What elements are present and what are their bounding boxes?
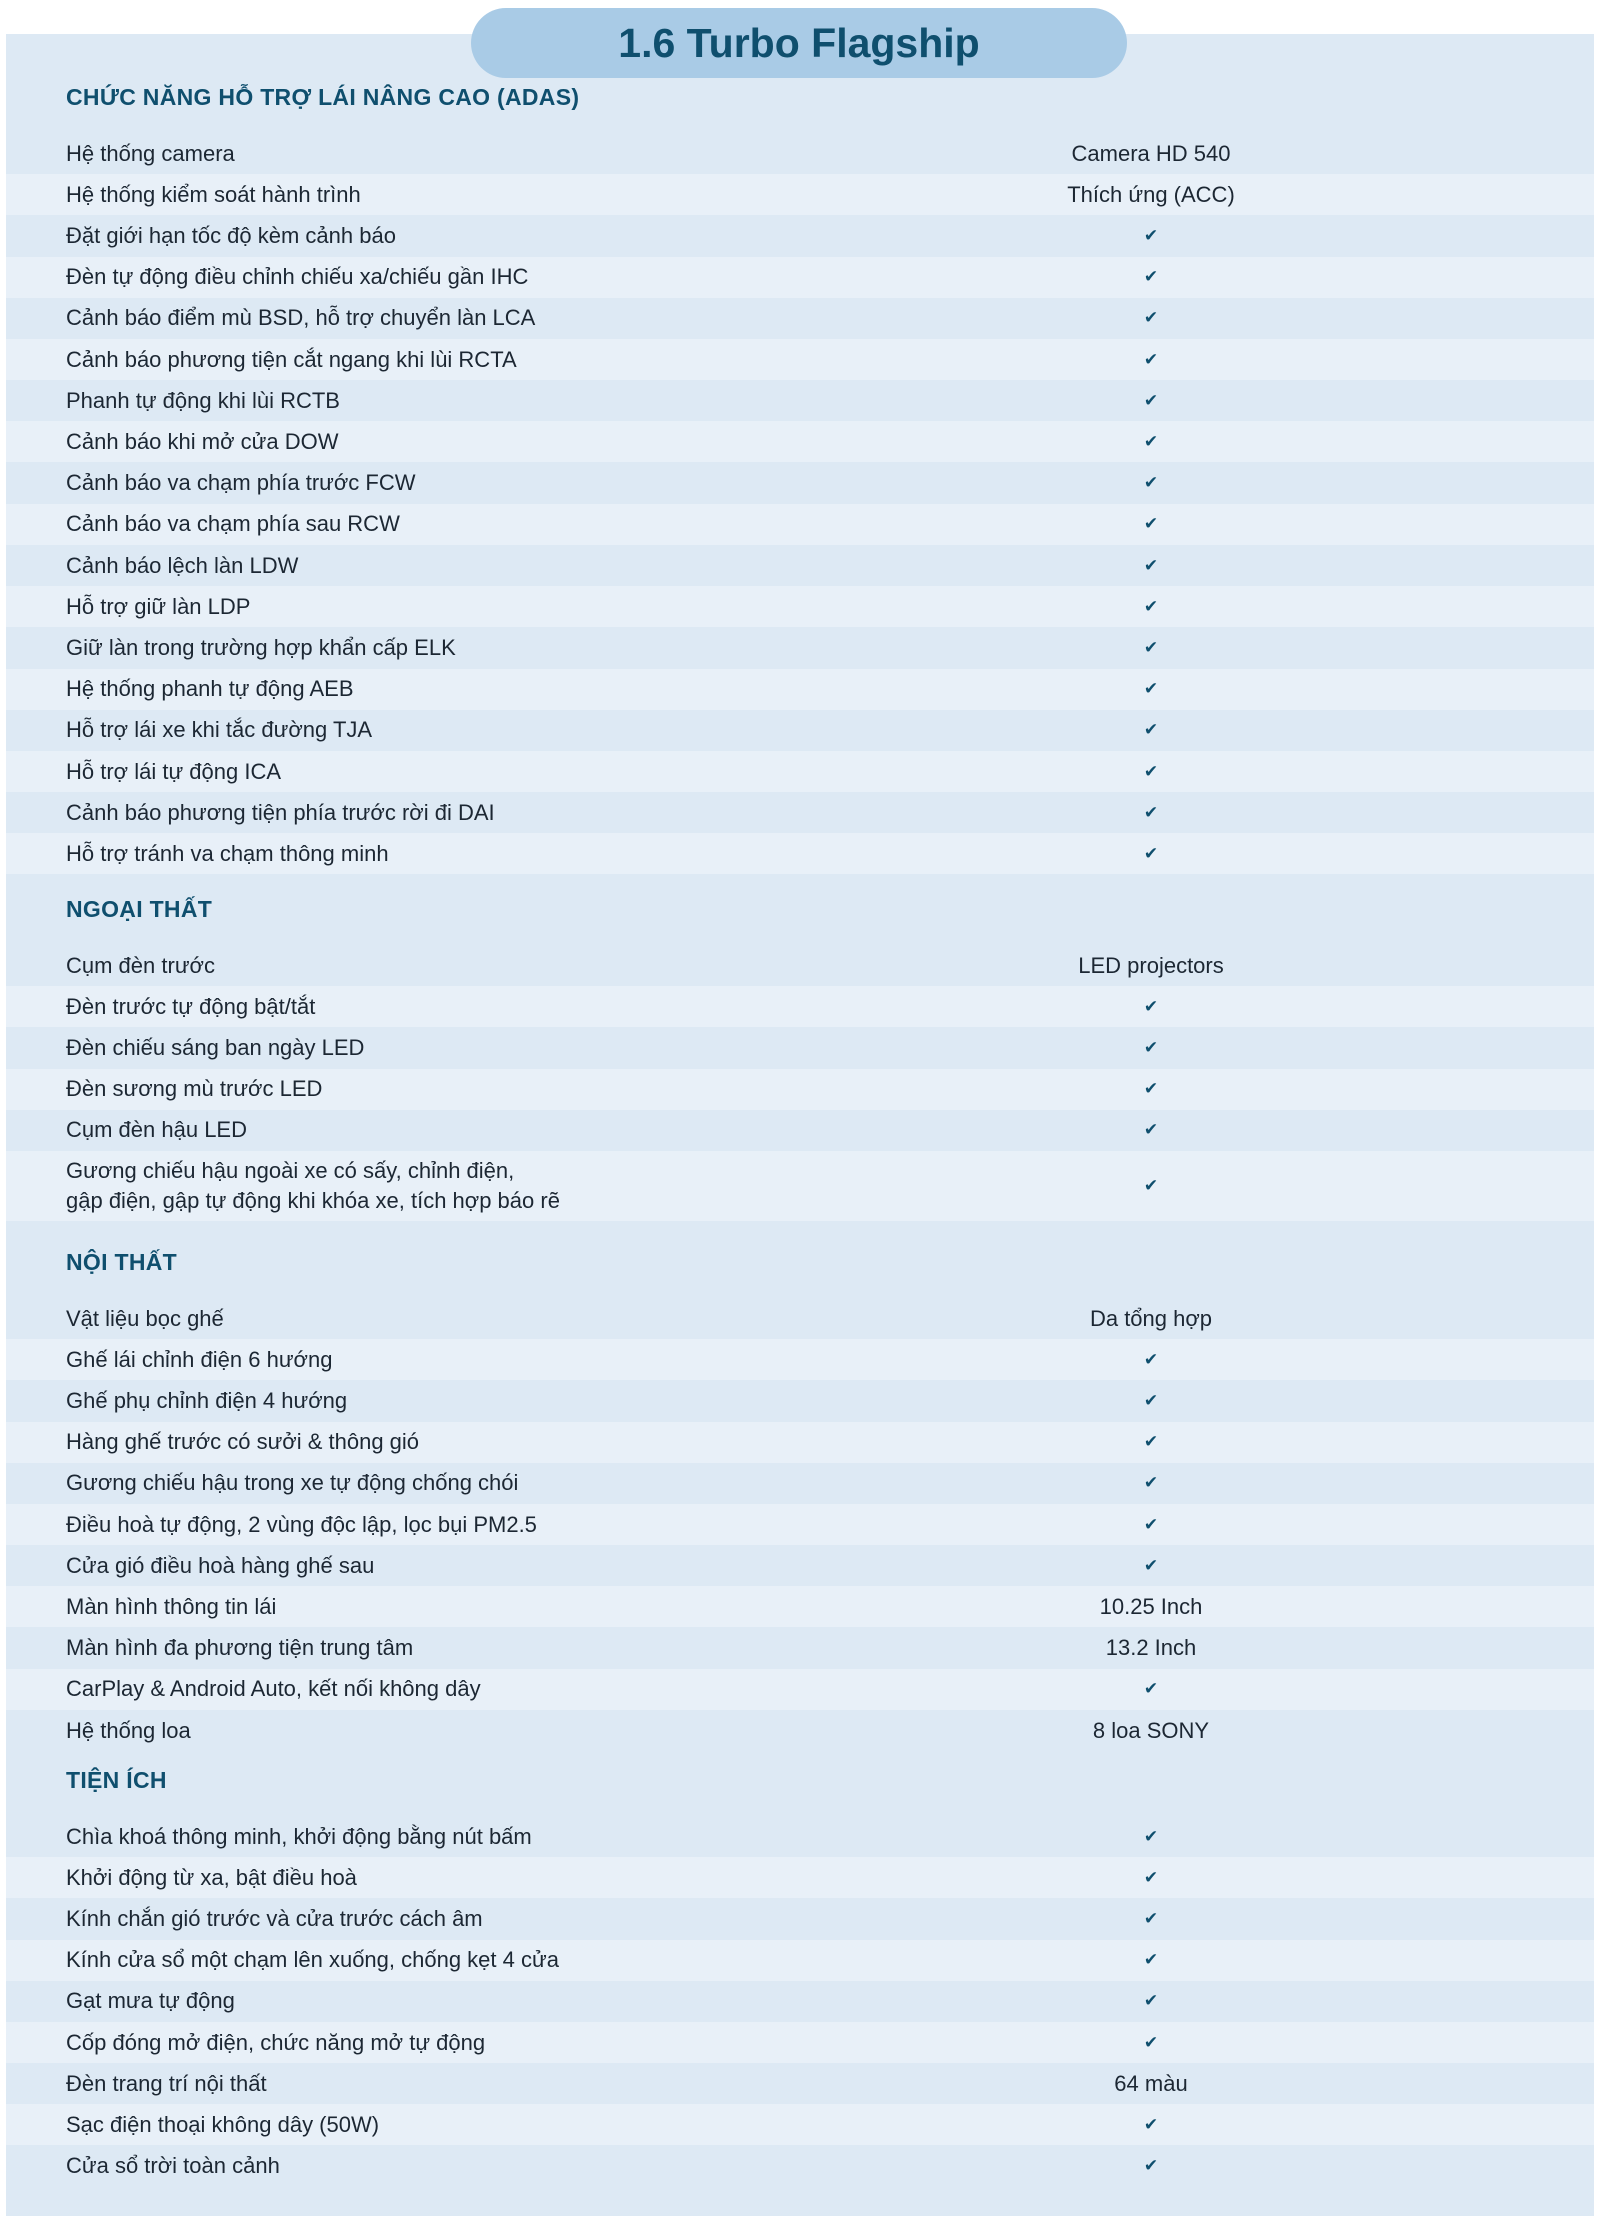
checkmark-icon: ✔ <box>1143 1176 1159 1195</box>
checkmark-icon: ✔ <box>1143 1349 1159 1369</box>
spec-label: Cảnh báo va chạm phía sau RCW <box>66 511 400 537</box>
spec-label: Điều hoà tự động, 2 vùng độc lập, lọc bụi PM2.5 <box>66 1511 537 1537</box>
spec-row <box>6 1857 1594 1898</box>
spec-row <box>6 669 1594 710</box>
spec-row <box>6 710 1594 751</box>
spec-label: Cảnh báo phương tiện cắt ngang khi lùi RCTA <box>66 346 517 372</box>
checkmark-icon: ✔ <box>1143 1473 1159 1493</box>
spec-label: Đèn tự động điều chỉnh chiếu xa/chiếu gần IHC <box>66 264 529 290</box>
spec-label <box>66 1156 766 1216</box>
checkmark-icon: ✔ <box>1143 267 1159 287</box>
spec-label: Hỗ trợ tránh va chạm thông minh <box>66 840 389 866</box>
spec-row <box>6 1940 1594 1981</box>
spec-row <box>6 2104 1594 2145</box>
checkmark-icon: ✔ <box>1143 1679 1159 1699</box>
checkmark-icon: ✔ <box>1143 1826 1159 1846</box>
checkmark-icon: ✔ <box>1143 514 1159 534</box>
spec-row <box>6 1981 1594 2022</box>
spec-label: Hệ thống camera <box>66 140 235 166</box>
spec-row <box>6 1898 1594 1939</box>
spec-label: Kính cửa sổ một chạm lên xuống, chống kẹt 4 cửa <box>66 1947 559 1973</box>
spec-label: Màn hình đa phương tiện trung tâm <box>66 1635 414 1661</box>
spec-row <box>6 627 1594 668</box>
spec-row <box>6 945 1594 986</box>
spec-label: Ghế phụ chỉnh điện 4 hướng <box>66 1387 348 1413</box>
spec-label-line: Gương chiếu hậu ngoài xe có sấy, chỉnh điện, <box>66 1158 515 1183</box>
spec-label: Hệ thống kiểm soát hành trình <box>66 181 361 207</box>
spec-row <box>6 751 1594 792</box>
spec-label: Hỗ trợ lái tự động ICA <box>66 758 282 784</box>
spec-label: Đèn trước tự động bật/tắt <box>66 993 316 1019</box>
checkmark-icon: ✔ <box>1143 1120 1159 1140</box>
spec-label: Hỗ trợ lái xe khi tắc đường TJA <box>66 717 373 743</box>
checkmark-icon: ✔ <box>1143 2114 1159 2134</box>
checkmark-icon: ✔ <box>1143 1390 1159 1410</box>
spec-label: Đèn chiếu sáng ban ngày LED <box>66 1034 365 1060</box>
spec-row <box>6 586 1594 627</box>
spec-row <box>6 1586 1594 1627</box>
spec-label: Hệ thống loa <box>66 1717 191 1743</box>
checkmark-icon: ✔ <box>1143 308 1159 328</box>
spec-row <box>6 1110 1594 1151</box>
spec-label: Cảnh báo khi mở cửa DOW <box>66 428 339 454</box>
spec-row <box>6 133 1594 174</box>
checkmark-icon: ✔ <box>1143 1432 1159 1452</box>
spec-row <box>6 1027 1594 1068</box>
spec-row <box>6 792 1594 833</box>
checkmark-icon: ✔ <box>1143 720 1159 740</box>
spec-label: Giữ làn trong trường hợp khẩn cấp ELK <box>66 634 456 660</box>
page-title: 1.6 Turbo Flagship <box>471 8 1127 78</box>
spec-row <box>6 421 1594 462</box>
spec-row <box>6 1463 1594 1504</box>
checkmark-icon: ✔ <box>1143 473 1159 493</box>
checkmark-icon: ✔ <box>1143 2032 1159 2052</box>
spec-label: Hỗ trợ giữ làn LDP <box>66 593 251 619</box>
spec-row <box>6 986 1594 1027</box>
spec-row <box>6 339 1594 380</box>
checkmark-icon: ✔ <box>1143 996 1159 1016</box>
spec-row <box>6 504 1594 545</box>
spec-label: Cốp đóng mở điện, chức năng mở tự động <box>66 2029 486 2055</box>
spec-label-line: gập điện, gập tự động khi khóa xe, tích hợp báo rẽ <box>66 1188 560 1213</box>
spec-label: Đặt giới hạn tốc độ kèm cảnh báo <box>66 222 396 248</box>
spec-row <box>6 1422 1594 1463</box>
checkmark-icon: ✔ <box>1143 1867 1159 1887</box>
section-heading: NỘI THẤT <box>66 1249 177 1275</box>
checkmark-icon: ✔ <box>1143 431 1159 451</box>
spec-value: Da tổng hợp <box>1089 1305 1213 1331</box>
spec-row <box>6 1545 1594 1586</box>
spec-row <box>6 1669 1594 1710</box>
spec-label: Chìa khoá thông minh, khởi động bằng nút bấm <box>66 1823 532 1849</box>
checkmark-icon: ✔ <box>1143 802 1159 822</box>
spec-value: 8 loa SONY <box>1092 1717 1210 1743</box>
spec-label: Phanh tự động khi lùi RCTB <box>66 387 340 413</box>
spec-value: Thích ứng (ACC) <box>1067 181 1235 207</box>
spec-label: Cảnh báo va chạm phía trước FCW <box>66 470 416 496</box>
spec-value: Camera HD 540 <box>1071 140 1231 166</box>
spec-row <box>6 1339 1594 1380</box>
spec-label: Hệ thống phanh tự động AEB <box>66 676 354 702</box>
checkmark-icon: ✔ <box>1143 596 1159 616</box>
spec-row <box>6 2063 1594 2104</box>
spec-label: Cụm đèn trước <box>66 952 215 978</box>
spec-value: 13.2 Inch <box>1105 1635 1197 1661</box>
checkmark-icon: ✔ <box>1143 1950 1159 1970</box>
spec-row <box>6 174 1594 215</box>
checkmark-icon: ✔ <box>1143 225 1159 245</box>
spec-label: Khởi động từ xa, bật điều hoà <box>66 1864 357 1890</box>
spec-row <box>6 1380 1594 1421</box>
spec-label: Cửa sổ trời toàn cảnh <box>66 2153 280 2179</box>
checkmark-icon: ✔ <box>1143 637 1159 657</box>
spec-label: Đèn sương mù trước LED <box>66 1076 323 1102</box>
spec-row <box>6 380 1594 421</box>
checkmark-icon: ✔ <box>1143 761 1159 781</box>
checkmark-icon: ✔ <box>1143 2156 1159 2176</box>
spec-label: Cảnh báo phương tiện phía trước rời đi DAI <box>66 799 495 825</box>
spec-value: LED projectors <box>1078 952 1224 978</box>
spec-row <box>6 833 1594 874</box>
spec-row <box>6 257 1594 298</box>
spec-label: Màn hình thông tin lái <box>66 1593 277 1619</box>
section-heading: TIỆN ÍCH <box>66 1767 167 1793</box>
spec-value: 64 màu <box>1114 2070 1188 2096</box>
spec-label: Vật liệu bọc ghế <box>66 1305 224 1331</box>
spec-label: Cảnh báo lệch làn LDW <box>66 552 299 578</box>
spec-row <box>6 1710 1594 1751</box>
checkmark-icon: ✔ <box>1143 1908 1159 1928</box>
spec-row <box>6 1069 1594 1110</box>
spec-label: Cảnh báo điểm mù BSD, hỗ trợ chuyển làn LCA <box>66 305 536 331</box>
checkmark-icon: ✔ <box>1143 843 1159 863</box>
spec-label: Hàng ghế trước có sưởi & thông gió <box>66 1429 420 1455</box>
spec-label: Cụm đèn hậu LED <box>66 1117 247 1143</box>
section-heading: CHỨC NĂNG HỖ TRỢ LÁI NÂNG CAO (ADAS) <box>66 84 580 110</box>
spec-row <box>6 2146 1594 2187</box>
spec-row <box>6 298 1594 339</box>
checkmark-icon: ✔ <box>1143 1514 1159 1534</box>
spec-label: CarPlay & Android Auto, kết nối không dây <box>66 1676 481 1702</box>
checkmark-icon: ✔ <box>1143 390 1159 410</box>
checkmark-icon: ✔ <box>1143 679 1159 699</box>
checkmark-icon: ✔ <box>1143 1991 1159 2011</box>
spec-value: 10.25 Inch <box>1099 1593 1203 1619</box>
spec-row <box>6 1816 1594 1857</box>
spec-row <box>6 215 1594 256</box>
spec-row <box>6 545 1594 586</box>
spec-row <box>6 463 1594 504</box>
checkmark-icon: ✔ <box>1143 1555 1159 1575</box>
spec-label: Gạt mưa tự động <box>66 1988 235 2014</box>
spec-row <box>6 1628 1594 1669</box>
spec-label: Gương chiếu hậu trong xe tự động chống chói <box>66 1470 519 1496</box>
checkmark-icon: ✔ <box>1143 349 1159 369</box>
checkmark-icon: ✔ <box>1143 555 1159 575</box>
spec-row <box>6 2022 1594 2063</box>
checkmark-icon: ✔ <box>1143 1079 1159 1099</box>
spec-row <box>6 1504 1594 1545</box>
spec-label: Đèn trang trí nội thất <box>66 2070 267 2096</box>
spec-label: Cửa gió điều hoà hàng ghế sau <box>66 1552 375 1578</box>
section-heading: NGOẠI THẤT <box>66 896 213 922</box>
spec-label: Sạc điện thoại không dây (50W) <box>66 2111 380 2137</box>
spec-label: Ghế lái chỉnh điện 6 hướng <box>66 1346 333 1372</box>
spec-row <box>6 1298 1594 1339</box>
spec-row <box>6 1151 1594 1221</box>
spec-label: Kính chắn gió trước và cửa trước cách âm <box>66 1905 483 1931</box>
checkmark-icon: ✔ <box>1143 1037 1159 1057</box>
